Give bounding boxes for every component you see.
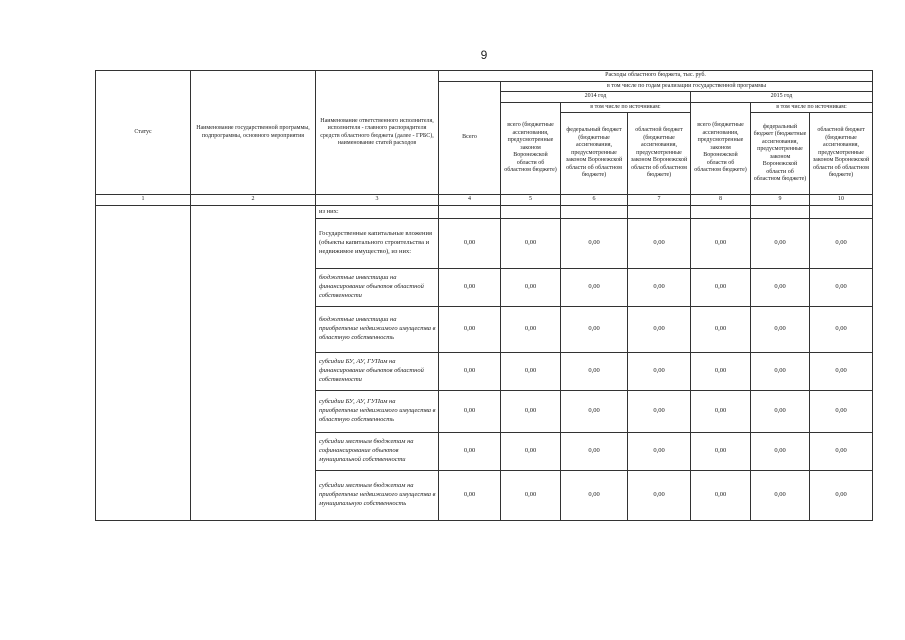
value-cell: 0,00 xyxy=(628,353,691,391)
value-cell: 0,00 xyxy=(751,471,810,521)
page-number: 9 xyxy=(480,48,488,62)
value-cell: 0,00 xyxy=(561,433,628,471)
header-executor: Наименование ответственного исполнителя, исполнителя - главного распорядителя средств областного бюджета (далее - ГРБС), наименование статей расходов xyxy=(316,71,439,195)
value-cell: 0,00 xyxy=(628,219,691,269)
value-cell: 0,00 xyxy=(439,391,501,433)
value-cell: 0,00 xyxy=(501,391,561,433)
row-label: субсидии БУ, АУ, ГУПам на финансирование объектов областной собственности xyxy=(316,353,439,391)
header-status: Статус xyxy=(96,71,191,195)
row-label: субсидии БУ, АУ, ГУПам на приобретение недвижимого имущества в областную собственность xyxy=(316,391,439,433)
value-cell: 0,00 xyxy=(751,307,810,353)
value-cell: 0,00 xyxy=(501,307,561,353)
header-program-name: Наименование государственной программы, подпрограммы, основного мероприятия xyxy=(191,71,316,195)
column-number-row xyxy=(96,195,873,206)
header-col5: всего (бюджетные ассигнования, предусмотренные законом Воронежской области об областном бюджете) xyxy=(501,102,561,195)
column-number: 6 xyxy=(561,195,628,206)
table-row xyxy=(96,206,873,219)
row-label: бюджетные инвестиции на приобретение недвижимого имущества в областную собственность xyxy=(316,307,439,353)
column-number: 2 xyxy=(191,195,316,206)
value-cell: 0,00 xyxy=(691,433,751,471)
value-cell: 0,00 xyxy=(439,353,501,391)
value-cell: 0,00 xyxy=(439,219,501,269)
header-col10: областной бюджет (бюджетные ассигнования, предусмотренные законом Воронежской области об областном бюджете) xyxy=(810,113,873,195)
header-year-2014: 2014 год xyxy=(501,92,691,103)
header-by-sources-2014: в том числе по источникам: xyxy=(561,102,691,113)
column-number: 4 xyxy=(439,195,501,206)
value-cell: 0,00 xyxy=(439,433,501,471)
value-cell: 0,00 xyxy=(810,307,873,353)
value-cell: 0,00 xyxy=(691,471,751,521)
value-cell: 0,00 xyxy=(751,219,810,269)
value-cell: 0,00 xyxy=(628,471,691,521)
header-col9: федеральный бюджет (бюджетные ассигнования, предусмотренные законом Воронежской области об областном бюджете) xyxy=(751,113,810,195)
value-cell: 0,00 xyxy=(628,391,691,433)
value-cell: 0,00 xyxy=(561,269,628,307)
value-cell: 0,00 xyxy=(561,307,628,353)
value-cell: 0,00 xyxy=(810,471,873,521)
value-cell: 0,00 xyxy=(501,433,561,471)
value-cell: 0,00 xyxy=(751,269,810,307)
value-cell: 0,00 xyxy=(691,219,751,269)
header-total: Всего xyxy=(439,81,501,195)
value-cell: 0,00 xyxy=(810,433,873,471)
value-cell: 0,00 xyxy=(501,471,561,521)
column-number: 5 xyxy=(501,195,561,206)
value-cell: 0,00 xyxy=(501,219,561,269)
value-cell: 0,00 xyxy=(751,353,810,391)
value-cell: 0,00 xyxy=(691,307,751,353)
row-label: из них: xyxy=(316,206,439,219)
budget-expenses-table xyxy=(95,70,873,521)
header-expenses-title: Расходы областного бюджета, тыс. руб. xyxy=(439,71,873,82)
column-number: 1 xyxy=(96,195,191,206)
header-col6: федеральный бюджет (бюджетные ассигнования, предусмотренные законом Воронежской области об областном бюджете) xyxy=(561,113,628,195)
value-cell: 0,00 xyxy=(691,391,751,433)
status-cell xyxy=(96,206,191,521)
value-cell: 0,00 xyxy=(810,269,873,307)
value-cell: 0,00 xyxy=(628,269,691,307)
value-cell: 0,00 xyxy=(561,391,628,433)
value-cell: 0,00 xyxy=(810,391,873,433)
header-col8: всего (бюджетные ассигнования, предусмотренные законом Воронежской области об областном бюджете) xyxy=(691,102,751,195)
value-cell: 0,00 xyxy=(628,307,691,353)
value-cell: 0,00 xyxy=(691,353,751,391)
value-cell: 0,00 xyxy=(810,219,873,269)
value-cell: 0,00 xyxy=(561,219,628,269)
value-cell: 0,00 xyxy=(561,471,628,521)
row-label: Государственные капитальные вложения (объекты капитального строительства и недвижимое имущество), из них: xyxy=(316,219,439,269)
value-cell: 0,00 xyxy=(561,353,628,391)
header-by-years: в том числе по годам реализации государственной программы xyxy=(501,81,873,92)
value-cell: 0,00 xyxy=(691,269,751,307)
value-cell: 0,00 xyxy=(751,433,810,471)
value-cell: 0,00 xyxy=(501,269,561,307)
value-cell: 0,00 xyxy=(439,269,501,307)
program-cell xyxy=(191,206,316,521)
header-by-sources-2015: в том числе по источникам: xyxy=(751,102,873,113)
column-number: 3 xyxy=(316,195,439,206)
header-col7: областной бюджет (бюджетные ассигнования, предусмотренные законом Воронежской области об областном бюджете) xyxy=(628,113,691,195)
value-cell: 0,00 xyxy=(439,307,501,353)
value-cell: 0,00 xyxy=(439,471,501,521)
row-label: субсидии местным бюджетам на приобретение недвижимого имущества в муниципальную собственность xyxy=(316,471,439,521)
column-number: 9 xyxy=(751,195,810,206)
value-cell: 0,00 xyxy=(810,353,873,391)
value-cell: 0,00 xyxy=(628,433,691,471)
row-label: бюджетные инвестиции на финансирование объектов областной собственности xyxy=(316,269,439,307)
column-number: 7 xyxy=(628,195,691,206)
value-cell: 0,00 xyxy=(751,391,810,433)
row-label: субсидии местным бюджетам на софинансирование объектов муниципальной собственности xyxy=(316,433,439,471)
column-number: 10 xyxy=(810,195,873,206)
value-cell: 0,00 xyxy=(501,353,561,391)
header-year-2015: 2015 год xyxy=(691,92,873,103)
column-number: 8 xyxy=(691,195,751,206)
